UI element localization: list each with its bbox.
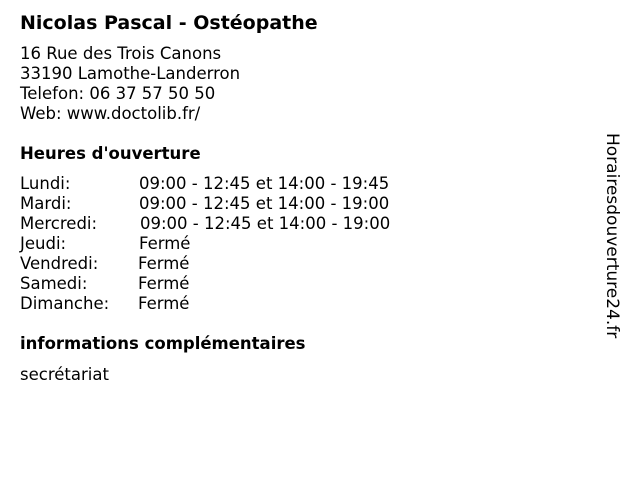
hours-row-vendredi <box>20 254 440 274</box>
hours-table <box>20 174 440 314</box>
extra-info-heading: informations complémentaires <box>20 334 306 353</box>
day-hours: Fermé <box>139 234 191 253</box>
day-hours: Fermé <box>138 274 190 293</box>
hours-row-dimanche <box>20 294 440 314</box>
day-label: Samedi: <box>20 274 88 293</box>
day-label: Mardi: <box>20 194 72 213</box>
day-label: Jeudi: <box>20 234 67 253</box>
extra-info-text: secrétariat <box>20 365 109 384</box>
contact-block <box>20 44 240 124</box>
day-label: Mercredi: <box>20 214 98 233</box>
day-hours: Fermé <box>138 254 190 273</box>
address-street: 16 Rue des Trois Canons <box>20 44 222 63</box>
address-city: 33190 Lamothe-Landerron <box>20 64 241 83</box>
day-label: Dimanche: <box>20 294 110 313</box>
hours-row-jeudi <box>20 234 440 254</box>
day-label: Vendredi: <box>20 254 99 273</box>
day-hours: 09:00 - 12:45 et 14:00 - 19:00 <box>139 194 390 213</box>
hours-heading: Heures d'ouverture <box>20 144 201 163</box>
day-label: Lundi: <box>20 174 71 193</box>
phone-number: Telefon: 06 37 57 50 50 <box>20 84 216 103</box>
day-hours: 09:00 - 12:45 et 14:00 - 19:45 <box>139 174 390 193</box>
hours-row-samedi <box>20 274 440 294</box>
business-name: Nicolas Pascal - Ostéopathe <box>20 12 318 34</box>
day-hours: Fermé <box>138 294 190 313</box>
website: Web: www.doctolib.fr/ <box>20 104 201 123</box>
watermark-text: Horairesdouverture24.fr <box>602 133 622 339</box>
hours-row-mardi <box>20 194 440 214</box>
hours-row-lundi <box>20 174 440 194</box>
hours-row-mercredi <box>20 214 440 234</box>
day-hours: 09:00 - 12:45 et 14:00 - 19:00 <box>140 214 391 233</box>
